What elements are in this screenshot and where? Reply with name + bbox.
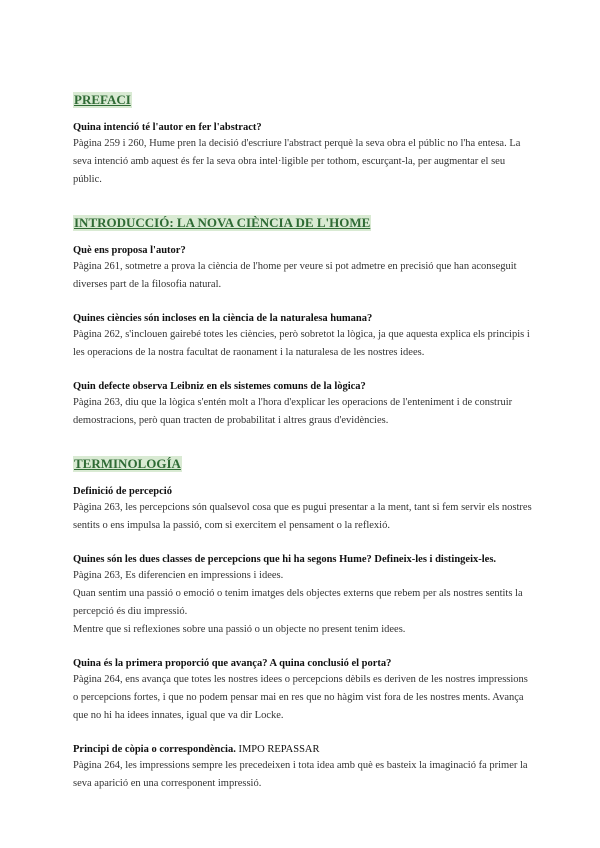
section-prefaci <box>73 91 533 189</box>
qa-block <box>73 121 533 189</box>
answer: Pàgina 263, les percepcions són qualsevol cosa que es pugui presentar a la ment, tant si fem servir els nostres sentits o ens impulsa la passió, com si exercitem el pensament o la reflexió. <box>73 502 532 531</box>
section-heading: INTRODUCCIÓ: LA NOVA CIÈNCIA DE L'HOME <box>74 215 371 230</box>
qa-block <box>73 553 533 639</box>
question: Quines ciències són incloses en la ciència de la naturalesa humana? <box>73 313 373 324</box>
qa-block <box>73 312 533 362</box>
answer: Pàgina 264, les impressions sempre les precedeixen i tota idea amb què es basteix la imaginació fa primer la seva aparició en una corresponent impressió. <box>73 760 528 789</box>
section-terminologia <box>73 455 533 793</box>
answer: Pàgina 263, diu que la lògica s'entén molt a l'hora d'explicar les operacions de l'enteniment i de construir demostracions, però quan tracten de probabilitat i altres graus d'evidències. <box>73 397 513 426</box>
question: Definició de percepció <box>73 486 172 497</box>
question: Quines són les dues classes de percepcions que hi ha segons Hume? Defineix-les i distingeix-les. <box>73 554 497 565</box>
section-heading: TERMINOLOGÍA <box>74 456 181 471</box>
answer-line: Mentre que si reflexiones sobre una passió o un objecte no present tenim idees. <box>73 624 406 635</box>
section-introduccio <box>73 214 533 430</box>
question: Què ens proposa l'autor? <box>73 245 186 256</box>
question-text: Principi de còpia o correspondència. <box>73 744 236 755</box>
answer: Pàgina 261, sotmetre a prova la ciència de l'home per veure si pot admetre en precisió que han aconseguit diverses part de la filosofia natural. <box>73 261 517 290</box>
question: Quin defecte observa Leibniz en els sistemes comuns de la lògica? <box>73 381 366 392</box>
section-heading: PREFACI <box>74 92 131 107</box>
qa-block <box>73 380 533 430</box>
qa-block <box>73 485 533 535</box>
qa-block <box>73 743 533 793</box>
answer: Pàgina 262, s'inclouen gairebé totes les ciències, però sobretot la lògica, ja que aquesta explica els principis i les operacions de la nostra facultat de raonament i la naturalesa de les nostres idees. <box>73 329 530 358</box>
answer: Pàgina 259 i 260, Hume pren la decisió d'escriure l'abstract perquè la seva obra el públic no l'ha entesa. La seva intenció amb aquest és fer la seva obra intel·ligible per tothom, escurçant-la, per augmentar el seu públic. <box>73 138 521 185</box>
review-note: IMPO REPASSAR <box>235 744 320 755</box>
qa-block <box>73 244 533 294</box>
question: Quina intenció té l'autor en fer l'abstract? <box>73 122 262 133</box>
answer-line: Pàgina 263, Es diferencien en impressions i idees. <box>73 570 284 581</box>
answer: Pàgina 264, ens avança que totes les nostres idees o percepcions dèbils es deriven de les nostres impressions o percepcions fortes, i que no podem pensar mai en res que no hàgim vist fora de les nostres ments. Avança que no hi ha idees innates, igual que va dir Locke. <box>73 674 528 721</box>
answer <box>73 567 533 639</box>
question: Quina és la primera proporció que avança? A quina conclusió el porta? <box>73 658 392 669</box>
answer-line: Quan sentim una passió o emoció o tenim imatges dels objectes externs que rebem per als nostres sentits la percepció és diu impressió. <box>73 588 523 617</box>
question <box>73 743 533 757</box>
qa-block <box>73 657 533 725</box>
document-content <box>73 91 533 818</box>
